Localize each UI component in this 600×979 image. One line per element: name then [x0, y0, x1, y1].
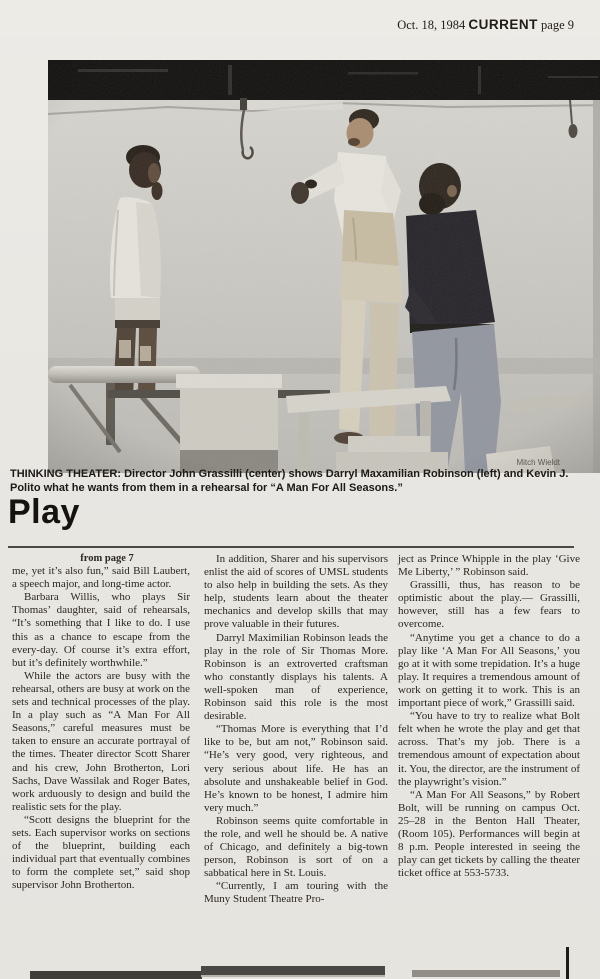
- photo-caption: [10, 468, 572, 495]
- paragraph: Barbara Willis, who plays Sir Thomas’ daughter, said of rehearsals, “It’s something that I like to do. I use this as a chance to escape from the every-day. Of course it’s extra effort, but it’s definitely worthwhile.”: [12, 591, 190, 669]
- paragraph: “Scott designs the blueprint for the sets. Each supervisor works on sections of the blueprint, building each individual part that eventually combines to form the complete set,” said shop supervisor John Brotherton.: [12, 813, 190, 892]
- photo-vignette: [48, 60, 600, 473]
- continued-from: from page 7: [80, 553, 134, 564]
- paragraph: In addition, Sharer and his supervisors enlist the aid of scores of UMSL students to also help in building the sets. As they help, students learn about the theater mechanics and develop skills that may prove valuable in their futures.: [204, 553, 388, 631]
- photo-credit: Mitch Wieldt: [516, 458, 560, 467]
- paragraph: “Anytime you get a chance to do a play like ‘A Man For All Seasons,’ you go at it with some trepidation. It’s a huge play. It requires a tremendous amount of work on getting it to work. This is an important piece of work,” Grassilli said.: [398, 631, 580, 710]
- article-column-2: [204, 553, 388, 907]
- bottom-rule-column-1: [30, 971, 202, 979]
- photo-caption-text: Director John Grassilli (center) shows Darryl Maxamilian Robinson (left) and Kevin J. Polito what he wants from them in a rehearsal for “A Man For All Seasons.”: [10, 468, 569, 494]
- masthead: CURRENT: [468, 17, 538, 32]
- page-header: [397, 17, 574, 33]
- paragraph: “Currently, I am touring with the Muny Student Theatre Pro-: [204, 880, 388, 906]
- headline-rule: [8, 546, 574, 548]
- paragraph: Darryl Maximilian Robinson leads the play in the role of Sir Thomas More. Robinson is an extroverted craftsman who constantly displays his talents. A well-spoken man of experience, Robinson said this role is the most desirable.: [204, 631, 388, 723]
- paragraph: “You have to try to realize what Bolt felt when he wrote the play and get that across. That’s my job. There is a tremendous amount of expectation about it. You, the director, are the instrument of the playwright’s vision.”: [398, 710, 580, 788]
- paragraph: “A Man For All Seasons,” by Robert Bolt, will be running on campus Oct. 25–28 in the Benton Hall Theater, (Room 105). Performances will begin at 8 p.m. People interested in seeing the play can get tickets by calling the theater ticket office at 553-5733.: [398, 788, 580, 880]
- bottom-rule-column-2: [201, 966, 385, 975]
- paragraph: Robinson seems quite comfortable in the role, and well he should be. A native of Chicago, and definitely a big-town person, Robinson is sort of on a sabbatical here in St. Louis.: [204, 814, 388, 880]
- photo-caption-label: THINKING THEATER:: [10, 468, 122, 480]
- bottom-column-divider-tick: [566, 947, 569, 979]
- paragraph: Grassilli, thus, has reason to be optimistic about the play.— Grassilli, however, still has a few fears to overcome.: [398, 579, 580, 631]
- rehearsal-photo: [48, 60, 600, 473]
- header-page-number: page 9: [541, 18, 574, 32]
- paragraph: “Thomas More is everything that I’d like to be, but am not,” Robinson said. “He’s very good, very righteous, and very serious about life. He has an absolute and unshakeable belief in God. He’s known to be honest, I admire him very much.”: [204, 723, 388, 814]
- paragraph: me, yet it’s also fun,” said Bill Laubert, a speech major, and long-time actor.: [12, 565, 190, 591]
- bottom-rule-column-3: [412, 970, 560, 977]
- paragraph: While the actors are busy with the rehearsal, others are busy at work on the sets and technical processes of the play. In a play such as “A Man For All Seasons,” careful measures must be taken to ensure an accurate portrayal of the times. Theater director Scott Sharer and his crew, John Brotherton, Lori Sachs, Dave Wassilak and Roger Bates, work arduously to design and build the realistic sets for the play.: [12, 669, 190, 813]
- article-column-1: [12, 552, 190, 892]
- headline: Play: [8, 493, 80, 531]
- header-date: Oct. 18, 1984: [397, 18, 466, 32]
- rehearsal-photo-illustration: [48, 60, 600, 473]
- article-column-3: [398, 553, 580, 880]
- paragraph: ject as Prince Whipple in the play ‘Give Me Liberty,’ ” Robinson said.: [398, 553, 580, 579]
